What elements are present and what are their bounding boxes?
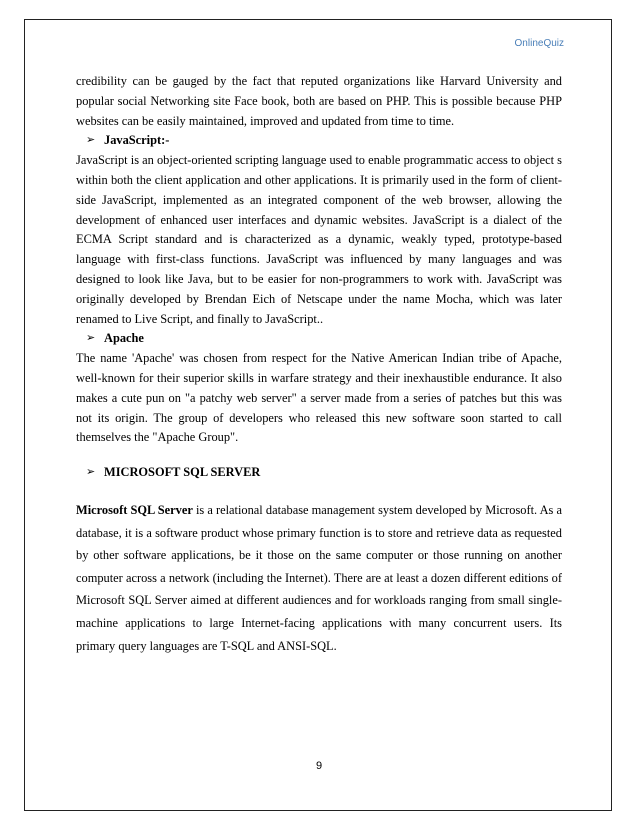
apache-paragraph: The name 'Apache' was chosen from respect for the Native American Indian tribe of Apache, well-known for their superior skills in warfare strategy and their inexhaustible endurance. It also makes a cute pun on "a patchy web server" a server made from a series of patches but this was not its origin. The group of developers who released this new software soon started to call themselves the "Apache Group". <box>76 351 562 445</box>
arrow-bullet-icon: ➢ <box>86 134 96 147</box>
page-number: 9 <box>315 760 323 772</box>
apache-heading-text: Apache <box>104 331 144 346</box>
mssql-heading-text: MICROSOFT SQL SERVER <box>104 465 261 480</box>
arrow-bullet-icon: ➢ <box>86 466 96 479</box>
mssql-lead: Microsoft SQL Server <box>76 502 193 517</box>
arrow-bullet-icon: ➢ <box>86 332 96 345</box>
php-paragraph: credibility can be gauged by the fact that reputed organizations like Harvard University and popular social Networking site Face book, both are based on PHP. This is possible because PHP websites can be easily maintained, improved and updated from time to time. <box>76 74 562 128</box>
running-header: OnlineQuiz <box>514 38 564 49</box>
javascript-heading-text: JavaScript:- <box>104 133 170 148</box>
mssql-paragraph <box>76 499 562 657</box>
document-body <box>76 72 562 657</box>
mssql-body: is a relational database management system developed by Microsoft. As a database, it is a software product whose primary function is to store and retrieve data as requested by other software applications, be it those on the same computer or those running on another computer across a network (including the Internet). There are at least a dozen different editions of Microsoft SQL Server aimed at different audiences and for workloads ranging from small single-machine applications to large Internet-facing applications with many concurrent users. Its primary query languages are T-SQL and ANSI-SQL. <box>76 502 562 653</box>
javascript-paragraph: JavaScript is an object-oriented scripting language used to enable programmatic access to object s within both the client application and other applications. It is primarily used in the form of client-side JavaScript, implemented as an integrated component of the web browser, allowing the development of enhanced user interfaces and dynamic websites. JavaScript is a dialect of the ECMA Script standard and is characterized as a dynamic, weakly typed, prototype-based language with first-class functions. JavaScript was influenced by many languages and was designed to look like Java, but to be easier for non-programmers to work with. JavaScript was originally developed by Brendan Eich of Netscape under the name Mocha, which was later renamed to Live Script, and finally to JavaScript.. <box>76 153 562 326</box>
mssql-heading <box>86 463 562 483</box>
javascript-heading <box>86 131 562 151</box>
apache-heading <box>86 329 562 349</box>
